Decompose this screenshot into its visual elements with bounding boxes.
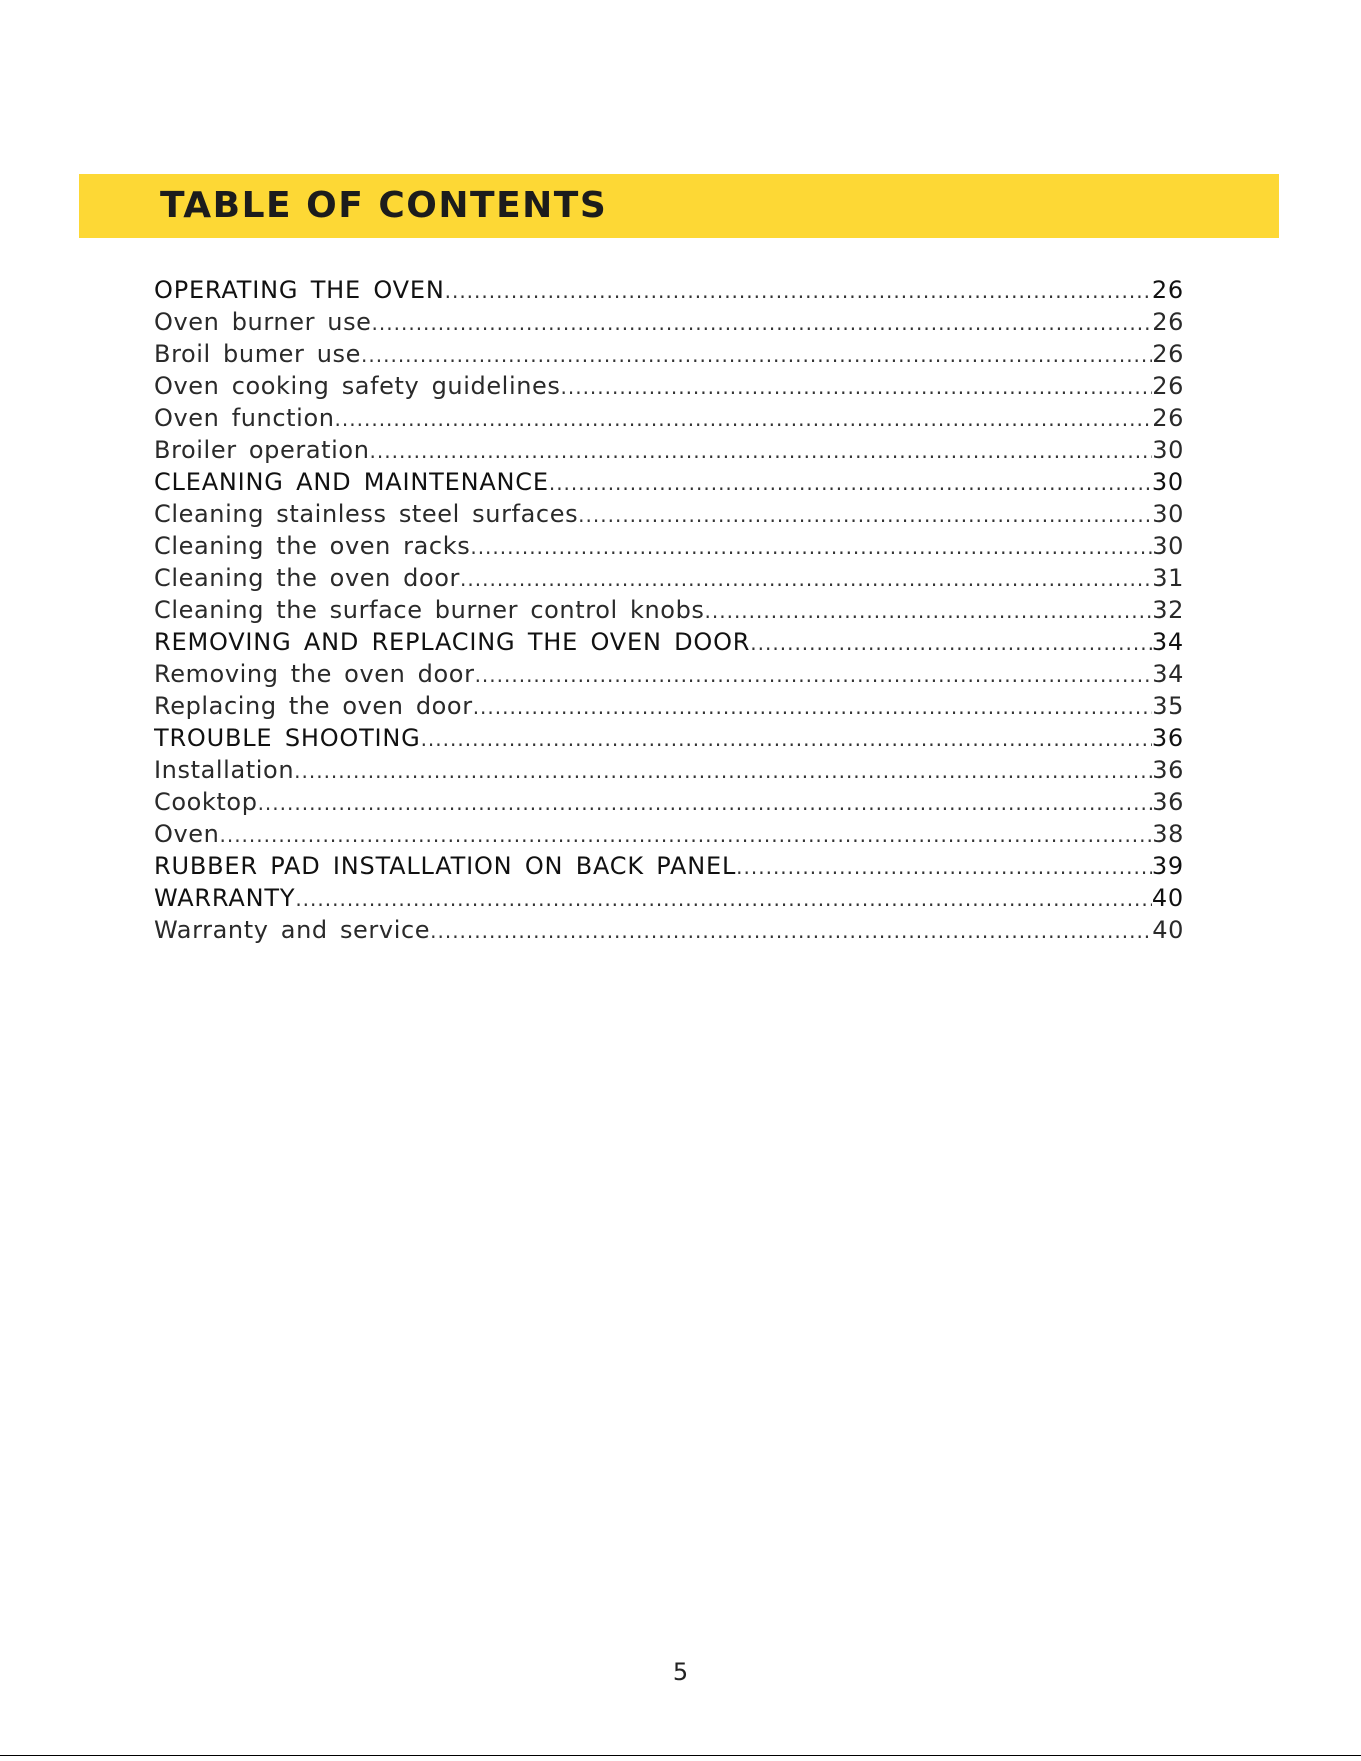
toc-entry-page: 26 — [1151, 276, 1184, 304]
toc-entry-page: 34 — [1152, 660, 1184, 688]
toc-dot-leader — [421, 723, 1152, 754]
toc-dot-leader — [561, 371, 1153, 402]
toc-entry-title: WARRANTY — [154, 884, 296, 912]
toc-dot-leader — [335, 403, 1153, 434]
toc-entry-title: Cleaning the oven door — [154, 564, 461, 592]
toc-dot-leader — [295, 883, 1152, 914]
toc-entry-title: Broil bumer use — [154, 340, 362, 368]
table-of-contents — [154, 274, 1184, 946]
toc-entry-page: 31 — [1152, 564, 1184, 592]
toc-entry-title: REMOVING AND REPLACING THE OVEN DOOR — [154, 628, 751, 656]
toc-dot-leader — [475, 659, 1153, 690]
toc-entry-page: 38 — [1152, 820, 1184, 848]
toc-entry-title: Warranty and service — [154, 916, 431, 944]
toc-dot-leader — [549, 467, 1152, 498]
toc-entry-removing-replacing-door[interactable] — [154, 626, 1184, 658]
toc-entry-title: Oven — [154, 820, 220, 848]
toc-entry-page: 26 — [1152, 308, 1184, 336]
toc-entry-replacing-oven-door[interactable] — [154, 690, 1184, 722]
toc-entry-page: 26 — [1152, 404, 1184, 432]
toc-entry-warranty-and-service[interactable] — [154, 914, 1184, 946]
toc-dot-leader — [736, 851, 1152, 882]
toc-entry-page: 32 — [1152, 596, 1184, 624]
toc-entry-warranty[interactable] — [154, 882, 1184, 914]
toc-entry-page: 39 — [1151, 852, 1184, 880]
toc-entry-oven-cooking-safety[interactable] — [154, 370, 1184, 402]
toc-entry-cleaning-oven-racks[interactable] — [154, 530, 1184, 562]
toc-entry-title: Oven burner use — [154, 308, 372, 336]
toc-entry-page: 40 — [1152, 916, 1184, 944]
toc-entry-operating-the-oven[interactable] — [154, 274, 1184, 306]
toc-entry-page: 36 — [1152, 788, 1184, 816]
toc-dot-leader — [370, 435, 1153, 466]
toc-entry-cleaning-stainless-steel[interactable] — [154, 498, 1184, 530]
toc-dot-leader — [361, 339, 1152, 370]
toc-entry-page: 26 — [1152, 340, 1184, 368]
toc-entry-title: Cooktop — [154, 788, 258, 816]
toc-entry-page: 34 — [1151, 628, 1184, 656]
toc-entry-title: Cleaning the surface burner control knobs — [154, 596, 705, 624]
toc-dot-leader — [294, 755, 1152, 786]
toc-entry-page: 30 — [1152, 500, 1184, 528]
toc-entry-oven[interactable] — [154, 818, 1184, 850]
toc-entry-title: Cleaning the oven racks — [154, 532, 471, 560]
toc-entry-page: 30 — [1151, 468, 1184, 496]
toc-entry-title: Oven function — [154, 404, 335, 432]
toc-dot-leader — [705, 595, 1153, 626]
toc-dot-leader — [219, 819, 1152, 850]
toc-dot-leader — [473, 691, 1153, 722]
toc-entry-page: 30 — [1152, 532, 1184, 560]
toc-dot-leader — [372, 307, 1153, 338]
toc-entry-page: 40 — [1151, 884, 1184, 912]
toc-entry-title: Oven cooking safety guidelines — [154, 372, 561, 400]
toc-entry-rubber-pad-installation[interactable] — [154, 850, 1184, 882]
toc-dot-leader — [578, 499, 1152, 530]
toc-entry-installation[interactable] — [154, 754, 1184, 786]
toc-entry-page: 30 — [1152, 436, 1184, 464]
toc-header-band — [79, 174, 1279, 238]
toc-dot-leader — [750, 627, 1152, 658]
toc-dot-leader — [460, 563, 1152, 594]
toc-entry-cooktop[interactable] — [154, 786, 1184, 818]
toc-entry-broil-burner-use[interactable] — [154, 338, 1184, 370]
toc-entry-oven-burner-use[interactable] — [154, 306, 1184, 338]
toc-entry-title: Installation — [154, 756, 295, 784]
toc-dot-leader — [445, 275, 1152, 306]
toc-entry-oven-function[interactable] — [154, 402, 1184, 434]
toc-entry-title: Replacing the oven door — [154, 692, 473, 720]
toc-entry-title: OPERATING THE OVEN — [154, 276, 445, 304]
page-title: TABLE OF CONTENTS — [160, 185, 608, 226]
toc-entry-trouble-shooting[interactable] — [154, 722, 1184, 754]
toc-entry-title: TROUBLE SHOOTING — [154, 724, 421, 752]
toc-entry-page: 26 — [1152, 372, 1184, 400]
toc-entry-removing-oven-door[interactable] — [154, 658, 1184, 690]
toc-entry-title: CLEANING AND MAINTENANCE — [154, 468, 549, 496]
toc-entry-page: 36 — [1151, 724, 1184, 752]
footer-divider — [0, 1755, 1361, 1756]
page-number: 5 — [672, 1658, 689, 1686]
toc-entry-cleaning-and-maintenance[interactable] — [154, 466, 1184, 498]
toc-dot-leader — [258, 787, 1153, 818]
toc-entry-broiler-operation[interactable] — [154, 434, 1184, 466]
toc-dot-leader — [470, 531, 1152, 562]
toc-entry-page: 36 — [1152, 756, 1184, 784]
toc-entry-cleaning-control-knobs[interactable] — [154, 594, 1184, 626]
toc-entry-title: Removing the oven door — [154, 660, 475, 688]
toc-entry-title: Broiler operation — [154, 436, 370, 464]
toc-entry-page: 35 — [1152, 692, 1184, 720]
toc-entry-title: Cleaning stainless steel surfaces — [154, 500, 579, 528]
toc-entry-cleaning-oven-door[interactable] — [154, 562, 1184, 594]
toc-entry-title: RUBBER PAD INSTALLATION ON BACK PANEL — [154, 852, 737, 880]
toc-dot-leader — [430, 915, 1152, 946]
